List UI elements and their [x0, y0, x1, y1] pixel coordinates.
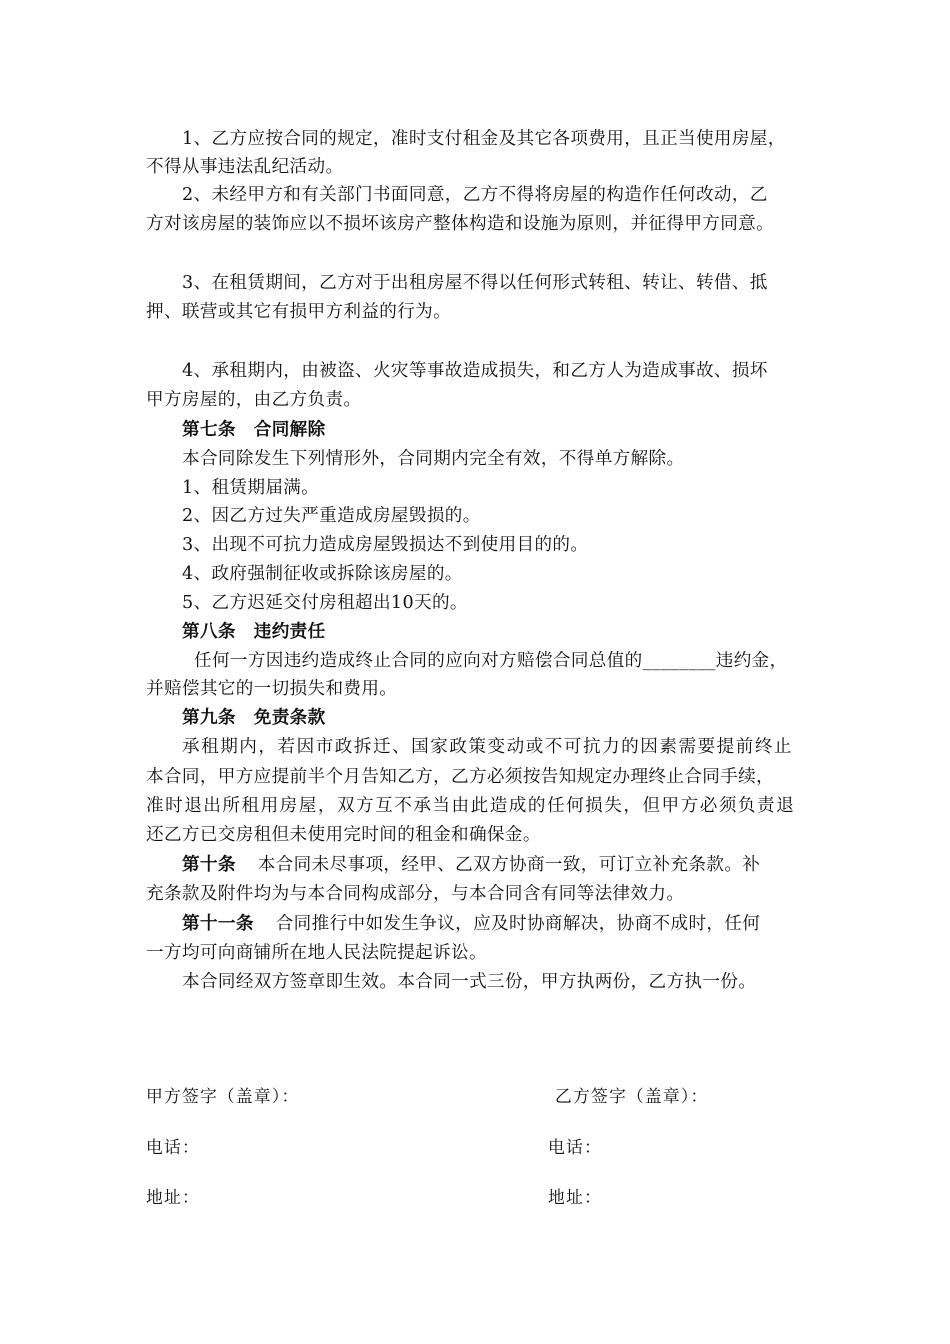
- article-11-line-2: 一方均可向商铺所在地人民法院提起诉讼。: [146, 943, 487, 963]
- party-a-signature-label: 甲方签字（盖章）：: [146, 1086, 300, 1106]
- article-9-heading: 第九条 免责条款: [182, 707, 326, 728]
- clause-item-1-line-1: 1、乙方应按合同的规定，准时支付租金及其它各项费用，且正当使用房屋，: [182, 129, 786, 149]
- party-b-signature-label: 乙方签字（盖章）：: [555, 1086, 709, 1106]
- article-7-item-1: 1、租赁期届满。: [182, 478, 320, 498]
- article-9-line-2: 本合同，甲方应提前半个月告知乙方，乙方必须按告知规定办理终止合同手续，: [146, 767, 775, 787]
- clause-item-4-line-2: 甲方房屋的，由乙方负责。: [146, 390, 362, 410]
- article-7-heading: 第七条 合同解除: [182, 419, 326, 440]
- article-8-heading: 第八条 违约责任: [182, 621, 326, 642]
- article-10-heading: 第十条: [182, 854, 236, 875]
- article-9-line-1: 承租期内，若因市政拆迁、国家政策变动或不可抗力的因素需要提前终止: [182, 737, 794, 757]
- clause-item-2-line-1: 2、未经甲方和有关部门书面同意，乙方不得将房屋的构造作任何改动，乙: [182, 185, 768, 205]
- clause-item-2-line-2: 方对该房屋的装饰应以不损坏该房产整体构造和设施为原则，并征得甲方同意。: [146, 214, 775, 234]
- article-8-line-1: 任何一方因违约造成终止合同的应向对方赔偿合同总值的________违约金，: [194, 651, 788, 671]
- article-7-intro: 本合同除发生下列情形外，合同期内完全有效，不得单方解除。: [182, 449, 685, 469]
- clause-item-1-line-2: 不得从事违法乱纪活动。: [146, 157, 344, 177]
- article-11-heading: 第十一条: [182, 913, 254, 934]
- article-10-line-1: [182, 852, 760, 878]
- article-10-text: 本合同未尽事项，经甲、乙双方协商一致，可订立补充条款。补: [257, 855, 761, 875]
- clause-item-3-line-2: 押、联营或其它有损甲方利益的行为。: [146, 302, 452, 322]
- article-9-line-3: 准时退出所租用房屋，双方互不承当由此造成的任何损失，但甲方必须负责退: [146, 796, 796, 816]
- clause-item-3-line-1: 3、在租赁期间，乙方对于出租房屋不得以任何形式转租、转让、转借、抵: [182, 273, 768, 293]
- party-a-phone-label: 电话：: [146, 1137, 200, 1157]
- article-8-line-2: 并赔偿其它的一切损失和费用。: [146, 679, 398, 699]
- article-11-line-1: [182, 911, 760, 937]
- article-7-item-4: 4、政府强制征收或拆除该房屋的。: [182, 564, 463, 584]
- article-7-item-3: 3、出现不可抗力造成房屋毁损达不到使用目的的。: [182, 535, 589, 555]
- article-10-line-2: 充条款及附件均为与本合同构成部分，与本合同含有同等法律效力。: [146, 884, 685, 904]
- article-7-item-2: 2、因乙方过失严重造成房屋毁损的。: [182, 506, 481, 526]
- article-11-text: 合同推行中如发生争议，应及时协商解决，协商不成时，任何: [275, 914, 761, 934]
- party-b-address-label: 地址：: [548, 1187, 602, 1207]
- party-a-address-label: 地址：: [146, 1187, 200, 1207]
- effective-clause: 本合同经双方签章即生效。本合同一式三份，甲方执两份，乙方执一份。: [182, 972, 757, 992]
- clause-item-4-line-1: 4、承租期内，由被盗、火灾等事故造成损失，和乙方人为造成事故、损坏: [182, 361, 768, 381]
- party-b-phone-label: 电话：: [548, 1137, 602, 1157]
- article-7-item-5: 5、乙方迟延交付房租超出10天的。: [182, 593, 468, 613]
- article-9-line-4: 还乙方已交房租但未使用完时间的租金和确保金。: [146, 825, 541, 845]
